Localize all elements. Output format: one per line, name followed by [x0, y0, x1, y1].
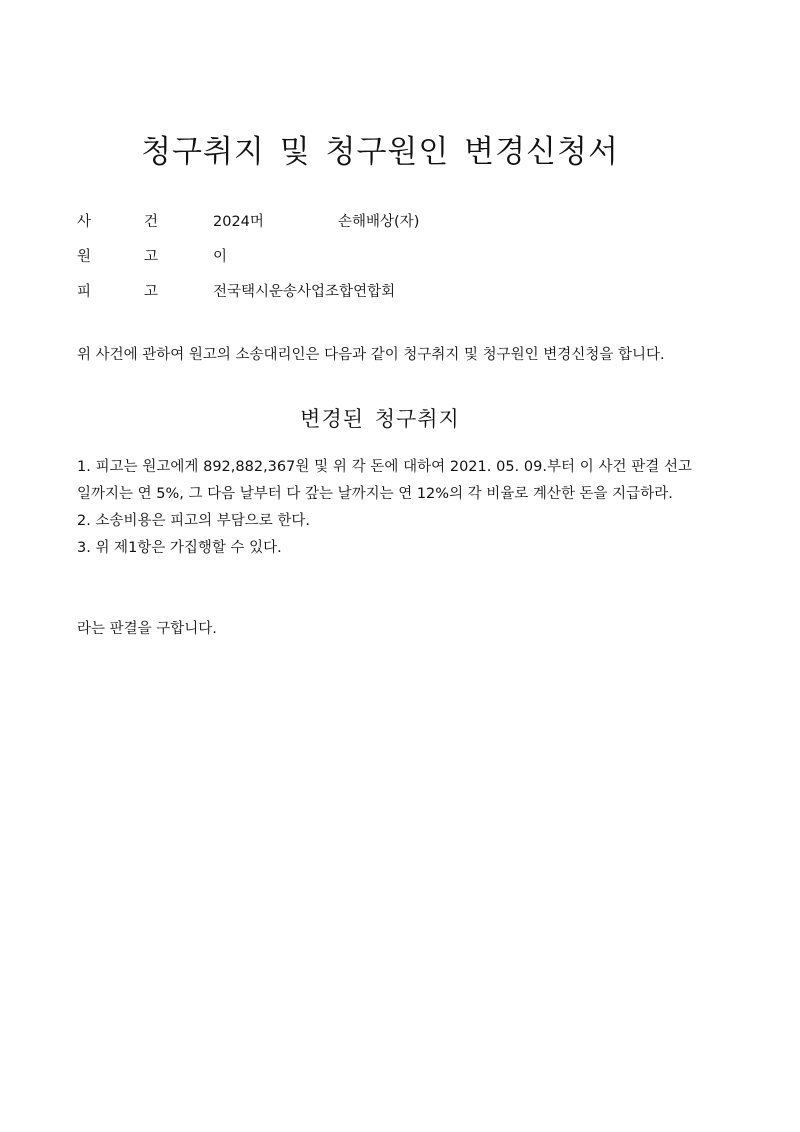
- plaintiff-name: 이: [213, 249, 228, 265]
- defendant-label-char-1: 피: [77, 284, 92, 300]
- plaintiff-label-char-2: 고: [144, 249, 159, 265]
- case-label-char-1: 사: [77, 214, 92, 230]
- claims-list: [77, 454, 692, 562]
- claim-item-2: 2. 소송비용은 피고의 부담으로 한다.: [77, 513, 310, 529]
- case-name: 손해배상(자): [338, 214, 420, 230]
- document-title: 청구취지 및 청구원인 변경신청서: [141, 134, 619, 170]
- plaintiff-label-char-1: 원: [77, 249, 92, 265]
- case-label-char-2: 건: [144, 214, 159, 230]
- closing-line: 라는 판결을 구합니다.: [77, 621, 217, 637]
- section-title: 변경된 청구취지: [300, 407, 460, 431]
- case-number: 2024머: [213, 214, 264, 230]
- claim-item-3: 3. 위 제1항은 가집행할 수 있다.: [77, 540, 282, 556]
- defendant-label-char-2: 고: [144, 284, 159, 300]
- claim-item-1: 1. 피고는 원고에게 892,882,367원 및 위 각 돈에 대하여 2021. 05. 09.부터 이 사건 판결 선고일까지는 연 5%, 그 다음 날부터 다 갚는 날까지는 연 12%의 각 비율로 계산한 돈을 지급하라.: [77, 459, 692, 502]
- intro-paragraph: 위 사건에 관하여 원고의 소송대리인은 다음과 같이 청구취지 및 청구원인 변경신청을 합니다.: [77, 347, 665, 363]
- defendant-name: 전국택시운송사업조합연합회: [213, 284, 396, 300]
